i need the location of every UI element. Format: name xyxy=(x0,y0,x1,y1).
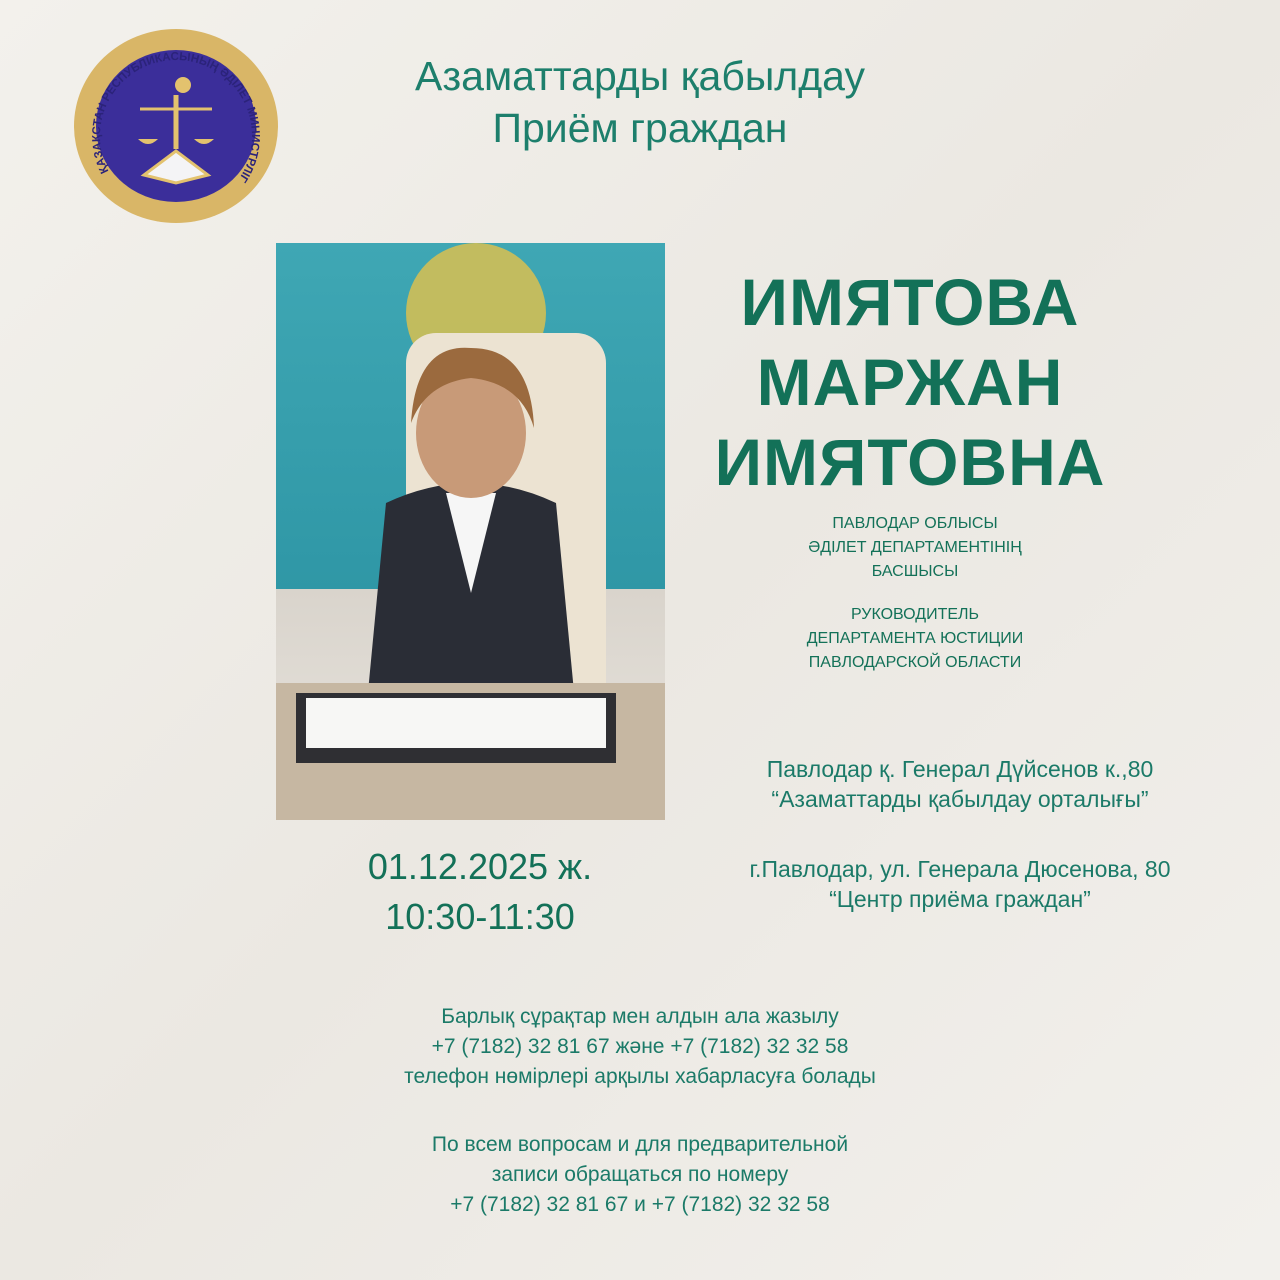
contact-line: Барлық сұрақтар мен алдын ала жазылу xyxy=(441,1005,839,1028)
position-kz xyxy=(740,512,1090,584)
address-line: г.Павлодар, ул. Генерала Дюсенова, 80 xyxy=(749,856,1171,882)
contact-phones: +7 (7182) 32 81 67 және +7 (7182) 32 32 58 xyxy=(431,1035,849,1058)
address-ru xyxy=(640,854,1280,914)
patronymic: ИМЯТОВНА xyxy=(714,425,1106,499)
contact-line: По всем вопросам и для предварительной xyxy=(431,1133,849,1156)
address-line: “Центр приёма граждан” xyxy=(829,886,1091,912)
position-line: ПАВЛОДАР ОБЛЫСЫ xyxy=(832,515,998,532)
ministry-of-justice-seal-logo xyxy=(72,27,280,225)
contact-line: телефон нөмірлері арқылы хабарласуға болады xyxy=(404,1065,876,1088)
position-line: РУКОВОДИТЕЛЬ xyxy=(850,606,980,623)
title-ru: Приём граждан xyxy=(492,105,788,151)
reception-date: 01.12.2025 ж. xyxy=(367,846,593,887)
address-line: Павлодар қ. Генерал Дүйсенов к.,80 xyxy=(766,756,1154,782)
page-title xyxy=(300,50,980,154)
address-line: “Азаматтарды қабылдау орталығы” xyxy=(771,786,1149,812)
position-line: ӘДІЛЕТ ДЕПАРТАМЕНТІНІҢ xyxy=(808,539,1022,556)
person-name xyxy=(690,262,1130,502)
position-line: ПАВЛОДАРСКОЙ ОБЛАСТИ xyxy=(808,654,1022,671)
reception-time: 10:30-11:30 xyxy=(385,896,575,937)
surname: ИМЯТОВА xyxy=(740,265,1080,339)
reception-datetime xyxy=(300,842,660,942)
first-name: МАРЖАН xyxy=(756,345,1064,419)
official-portrait-photo xyxy=(276,243,665,820)
address-kz xyxy=(640,754,1280,814)
contacts-ru xyxy=(240,1130,1040,1220)
svg-text:ҚАЗАҚСТАН РЕСПУБЛИКАСЫНЫҢ ӘДІЛ: ҚАЗАҚСТАН РЕСПУБЛИКАСЫНЫҢ ӘДІЛЕТ МИНИСТРЛІГ xyxy=(90,50,262,185)
contact-phones: +7 (7182) 32 81 67 и +7 (7182) 32 32 58 xyxy=(450,1193,830,1216)
contact-line: записи обращаться по номеру xyxy=(491,1163,789,1186)
position-line: ДЕПАРТАМЕНТА ЮСТИЦИИ xyxy=(806,630,1024,647)
portrait-illustration xyxy=(276,243,665,820)
title-kz: Азаматтарды қабылдау xyxy=(415,53,865,99)
position-ru xyxy=(740,603,1090,675)
contacts-kz xyxy=(240,1002,1040,1092)
position-line: БАСШЫСЫ xyxy=(871,563,959,580)
